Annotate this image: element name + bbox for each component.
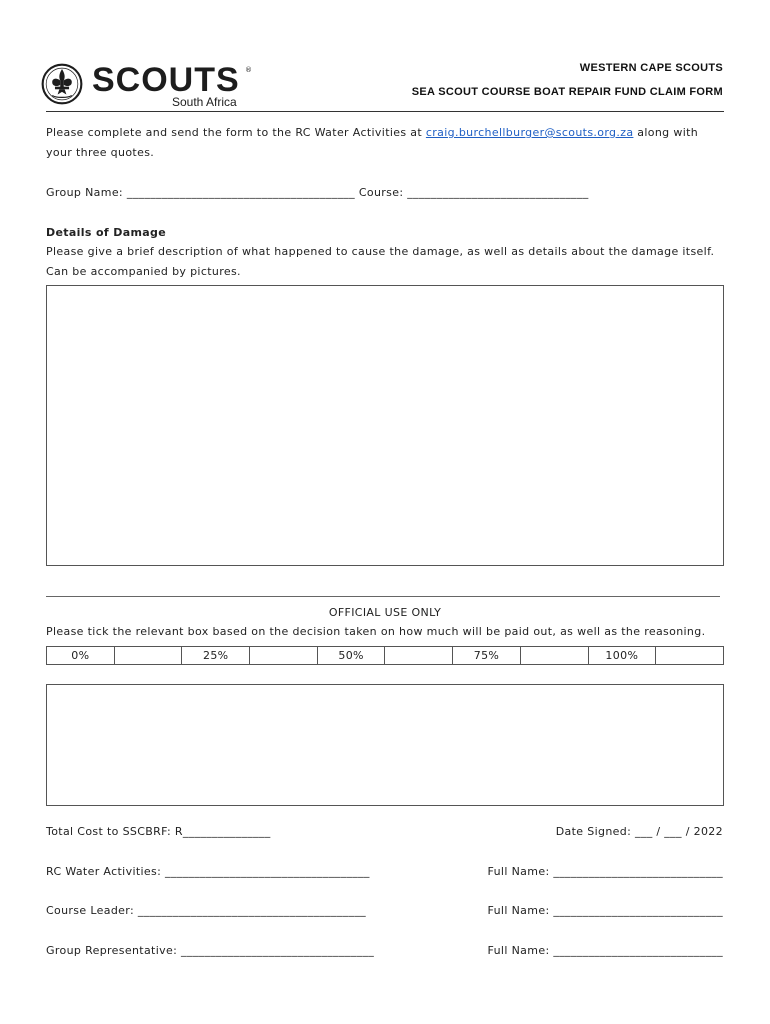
payout-checkbox-75[interactable] bbox=[520, 647, 588, 665]
damage-instruction-1: Please give a brief description of what happened to cause the damage, as well as details about the damage itself. bbox=[46, 245, 715, 258]
intro-text-after: along with bbox=[633, 126, 699, 139]
payout-label-0: 0% bbox=[47, 647, 115, 665]
payout-checkbox-25[interactable] bbox=[250, 647, 318, 665]
logo-subtitle: South Africa bbox=[172, 95, 237, 109]
damage-description-box[interactable] bbox=[46, 285, 724, 566]
intro-line-1 bbox=[46, 126, 698, 140]
org-title: WESTERN CAPE SCOUTS bbox=[579, 62, 723, 74]
rc-full-name-field[interactable]: Full Name: _____________________________ bbox=[487, 865, 723, 878]
payout-label-50: 50% bbox=[317, 647, 385, 665]
damage-instruction-2: Can be accompanied by pictures. bbox=[46, 265, 241, 278]
damage-heading: Details of Damage bbox=[46, 226, 167, 239]
intro-text: Please complete and send the form to the RC Water Activities at bbox=[46, 126, 426, 139]
payout-checkbox-100[interactable] bbox=[656, 647, 724, 665]
rc-water-activities-field[interactable]: RC Water Activities: ___________________________________ bbox=[46, 865, 370, 878]
form-title: SEA SCOUT COURSE BOAT REPAIR FUND CLAIM FORM bbox=[411, 86, 723, 98]
group-course-field[interactable]: Group Name: _______________________________________ Course: _______________________________ bbox=[46, 186, 589, 199]
total-cost-field[interactable]: Total Cost to SSCBRF: R_______________ bbox=[46, 825, 271, 838]
email-link[interactable]: craig.burchellburger@scouts.org.za bbox=[425, 126, 634, 139]
header-rule bbox=[46, 111, 724, 112]
logo-wordmark: SCOUTS bbox=[92, 61, 240, 99]
payout-checkbox-50[interactable] bbox=[385, 647, 453, 665]
payout-label-100: 100% bbox=[588, 647, 656, 665]
payout-label-75: 75% bbox=[453, 647, 521, 665]
payout-percentage-table bbox=[46, 646, 724, 665]
official-heading: OFFICIAL USE ONLY bbox=[328, 606, 442, 619]
logo-registered-mark: ® bbox=[245, 66, 252, 74]
payout-checkbox-0[interactable] bbox=[114, 647, 182, 665]
scouts-logo bbox=[40, 62, 84, 106]
official-separator bbox=[46, 596, 720, 597]
course-leader-full-name-field[interactable]: Full Name: _____________________________ bbox=[487, 904, 723, 917]
course-leader-field[interactable]: Course Leader: _______________________________________ bbox=[46, 904, 367, 917]
reasoning-box[interactable] bbox=[46, 684, 724, 806]
group-rep-full-name-field[interactable]: Full Name: _____________________________ bbox=[487, 944, 723, 957]
intro-line-2: your three quotes. bbox=[46, 146, 155, 159]
payout-label-25: 25% bbox=[182, 647, 250, 665]
official-instruction: Please tick the relevant box based on the decision taken on how much will be paid out, as well as the reasoning. bbox=[46, 625, 706, 638]
date-signed-field[interactable]: Date Signed: ___ / ___ / 2022 bbox=[555, 825, 723, 838]
group-representative-field[interactable]: Group Representative: _________________________________ bbox=[46, 944, 375, 957]
